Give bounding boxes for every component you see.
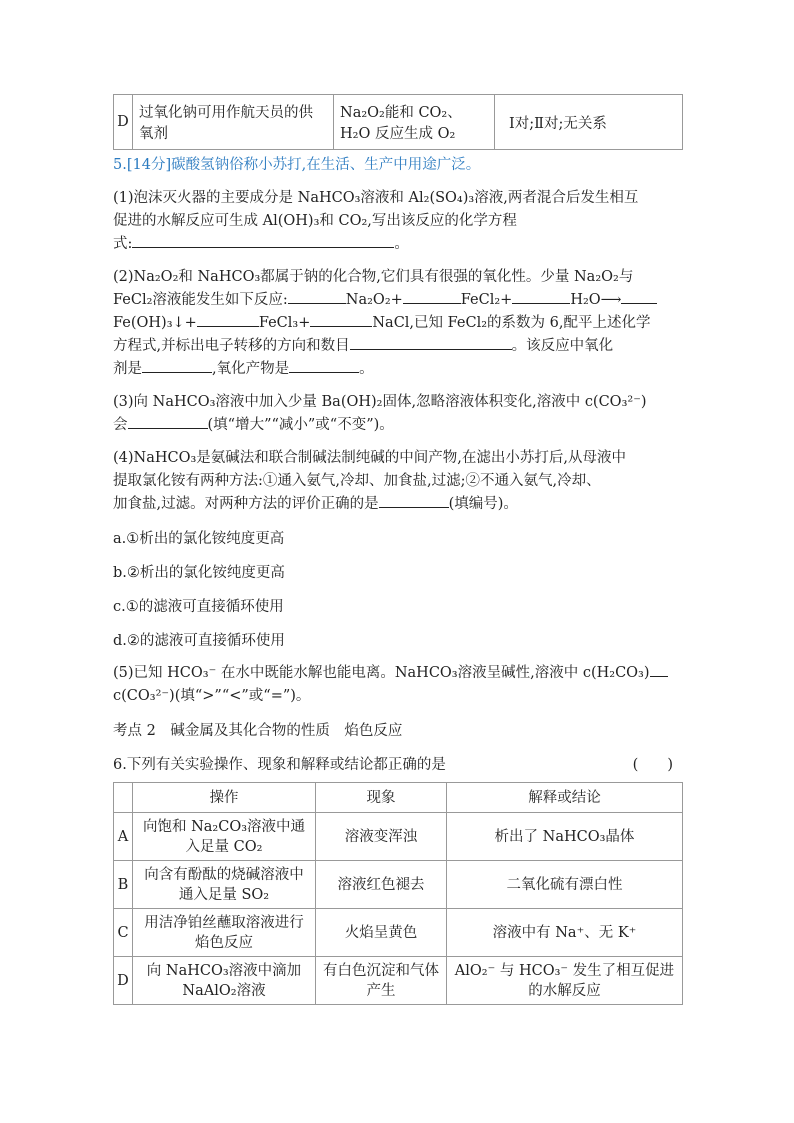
question-5-title: 5.[14分]碳酸氢钠俗称小苏打,在生活、生产中用途广泛。 xyxy=(113,157,481,173)
answer-blank[interactable] xyxy=(403,289,461,304)
table-row: C 用洁净铂丝蘸取溶液进行焰色反应 火焰呈黄色 溶液中有 Na⁺、无 K⁺ xyxy=(114,909,683,957)
header-operation: 操作 xyxy=(133,783,316,813)
table-header-row xyxy=(114,783,683,813)
table-1-fragment xyxy=(113,94,683,150)
question-5-part-4: (4)NaHCO₃是氨碱法和联合制碱法制纯碱的中间产物,在滤出小苏打后,从母液中 提取氯化铵有两种方法:①通入氨气,冷却、加食盐,过滤;②不通入氨气,冷却、 加食盐,过滤。对两种方法的评价正确的是 (填编号)。 xyxy=(113,450,627,512)
header-phenomenon: 现象 xyxy=(316,783,447,813)
answer-blank[interactable] xyxy=(142,358,212,373)
table-row xyxy=(114,95,683,150)
answer-parentheses[interactable]: ( ) xyxy=(632,757,673,773)
table-question-6 xyxy=(113,782,683,1005)
option-a: a.①析出的氯化铵纯度更高 xyxy=(113,531,285,547)
answer-blank[interactable] xyxy=(650,662,668,677)
question-6-title: 6.下列有关实验操作、现象和解释或结论都正确的是 ( ) xyxy=(113,754,683,776)
question-5-part-3: (3)向 NaHCO₃溶液中加入少量 Ba(OH)₂固体,忽略溶液体积变化,溶液中 c(CO₃²⁻) 会 (填“增大”“减小”或“不变”)。 xyxy=(113,394,647,433)
answer-blank[interactable] xyxy=(132,233,394,248)
statement-2: Na₂O₂能和 CO₂、H₂O 反应生成 O₂ xyxy=(334,95,495,150)
table-row: D 向 NaHCO₃溶液中滴加 NaAlO₂溶液 有白色沉淀和气体产生 AlO₂⁻ 与 HCO₃⁻ 发生了相互促进的水解反应 xyxy=(114,957,683,1005)
answer-blank[interactable] xyxy=(621,289,657,304)
answer-blank[interactable] xyxy=(289,358,359,373)
section-heading: 考点 2 碱金属及其化合物的性质 焰色反应 xyxy=(113,723,403,739)
table-row: A 向饱和 Na₂CO₃溶液中通入足量 CO₂ 溶液变浑浊 析出了 NaHCO₃晶体 xyxy=(114,813,683,861)
table-row: B 向含有酚酞的烧碱溶液中通入足量 SO₂ 溶液红色褪去 二氧化硫有漂白性 xyxy=(114,861,683,909)
row-letter: D xyxy=(114,95,133,150)
answer-blank[interactable] xyxy=(197,312,259,327)
statement-1: 过氧化钠可用作航天员的供氧剂 xyxy=(133,95,334,150)
option-b: b.②析出的氯化铵纯度更高 xyxy=(113,565,285,581)
option-d: d.②的滤液可直接循环使用 xyxy=(113,633,285,649)
header-conclusion: 解释或结论 xyxy=(447,783,683,813)
option-c: c.①的滤液可直接循环使用 xyxy=(113,599,284,615)
judgment: Ⅰ对;Ⅱ对;无关系 xyxy=(495,95,683,150)
question-5-part-2: (2)Na₂O₂和 NaHCO₃都属于钠的化合物,它们具有很强的氧化性。少量 Na₂O₂与 FeCl₂溶液能发生如下反应: Na₂O₂+ FeCl₂+ H₂O⟶ Fe(OH)₃↓+ FeCl₃+ NaCl,已知 FeCl₂的系数为 6,配平上述化学 方程式,并标出电子转移的方向和数目 。该反应中氧化 剂是 ,氧化产物是 。 xyxy=(113,266,683,381)
answer-blank[interactable] xyxy=(288,289,346,304)
answer-blank[interactable] xyxy=(379,493,449,508)
answer-blank[interactable] xyxy=(128,414,208,429)
answer-blank[interactable] xyxy=(350,335,512,350)
question-5-part-1: (1)泡沫灭火器的主要成分是 NaHCO₃溶液和 Al₂(SO₄)₃溶液,两者混合后发生相互 促进的水解反应可生成 Al(OH)₃和 CO₂,写出该反应的化学方程 式: 。 xyxy=(113,190,639,252)
answer-blank[interactable] xyxy=(512,289,570,304)
answer-blank[interactable] xyxy=(310,312,372,327)
question-5-part-5: (5)已知 HCO₃⁻ 在水中既能水解也能电离。NaHCO₃溶液呈碱性,溶液中 c(H₂CO₃) c(CO₃²⁻)(填“>”“<”或“=”)。 xyxy=(113,662,683,708)
page-content xyxy=(113,94,683,1005)
